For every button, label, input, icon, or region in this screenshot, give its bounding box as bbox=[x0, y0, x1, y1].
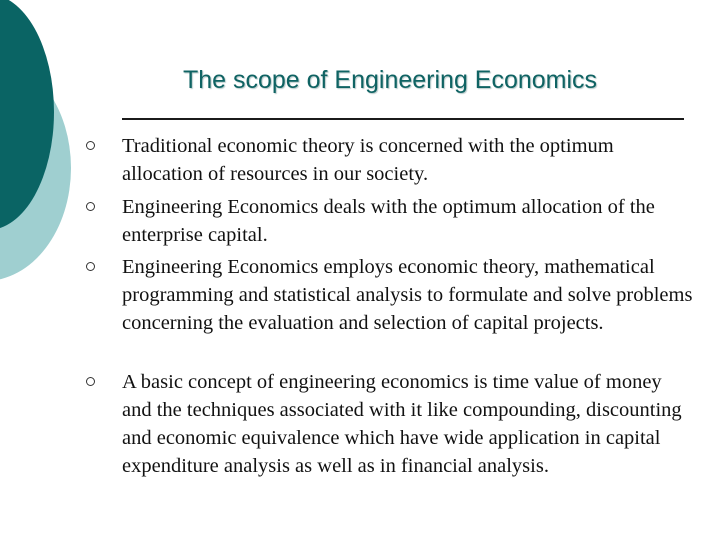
bullet-text: Engineering Economics employs economic theory, mathematical programming and statistical analysis to formulate and solve problems concerning the evaluation and selection of capital projects. bbox=[122, 256, 693, 334]
bullet-text: Engineering Economics deals with the optimum allocation of the enterprise capital. bbox=[122, 196, 655, 246]
title-underline bbox=[122, 118, 684, 120]
hollow-circle-bullet-icon bbox=[86, 141, 95, 150]
decorative-circles bbox=[0, 0, 80, 300]
bullet-text: Traditional economic theory is concerned with the optimum allocation of resources in our society. bbox=[122, 135, 614, 185]
bullet-item bbox=[122, 253, 694, 337]
bullet-item bbox=[122, 132, 694, 188]
bullet-item bbox=[122, 193, 694, 249]
hollow-circle-bullet-icon bbox=[86, 202, 95, 211]
hollow-circle-bullet-icon bbox=[86, 377, 95, 386]
bullet-item bbox=[122, 368, 694, 480]
hollow-circle-bullet-icon bbox=[86, 262, 95, 271]
slide-title: The scope of Engineering Economics bbox=[182, 66, 598, 94]
bullet-text: A basic concept of engineering economics is time value of money and the techniques associated with it like compounding, discounting and economic equivalence which have wide application in capital expenditure analysis as well as in financial analysis. bbox=[122, 371, 682, 477]
